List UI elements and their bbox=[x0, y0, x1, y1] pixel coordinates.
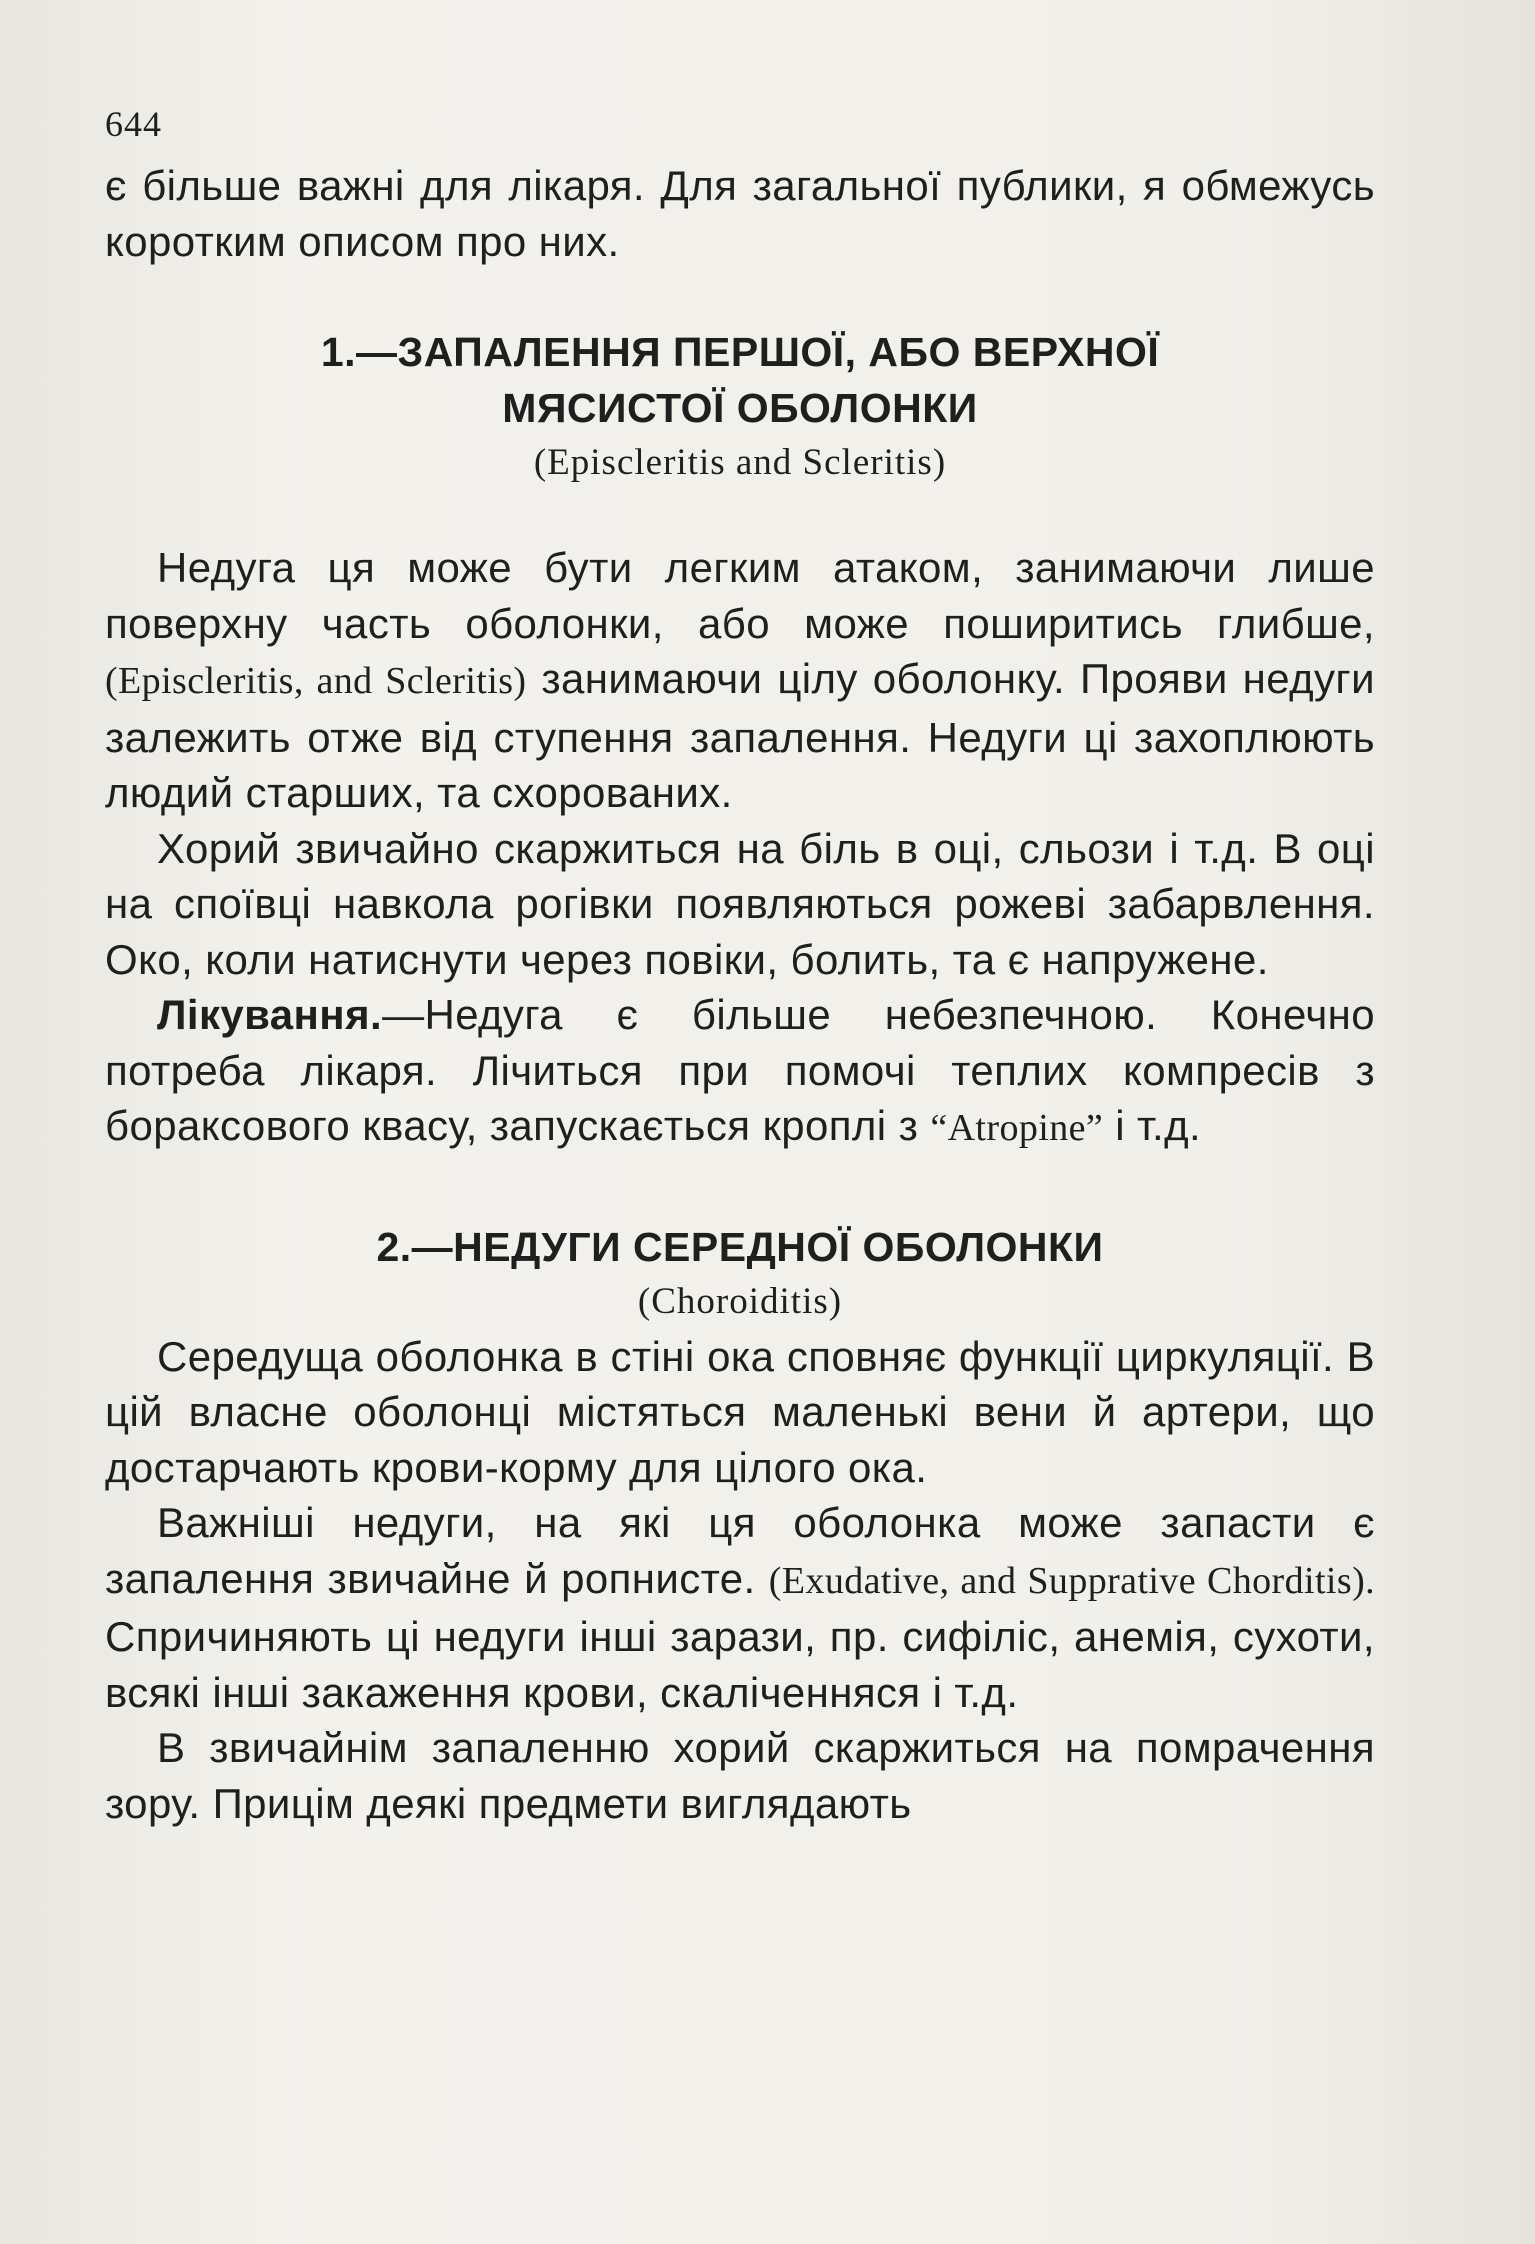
section2-subheading: (Choroiditis) bbox=[637, 1280, 843, 1322]
section1-p3-text-a: —Недуга є більше небезпечною. Конечно потреба лікаря. Лічиться при помочі теплих компресів з бораксового квасу, запускається кроплі з bbox=[105, 991, 1375, 1149]
spacer bbox=[105, 1157, 1375, 1219]
section2-p2-text-b: Спричиняють ці недуги інші зарази, пр. сифіліс, анемія, сухоти, всякі інші закаження крови, скаліченняся і т.д. bbox=[105, 1613, 1375, 1716]
section2-paragraph-3: В звичайнім запаленню хорий скаржиться на помрачення зору. Прицім деякі предмети виглядають bbox=[105, 1724, 1375, 1827]
treatment-label: Лікування. bbox=[157, 991, 383, 1038]
section1-paragraph-1 bbox=[105, 540, 1375, 821]
spacer bbox=[105, 269, 1375, 324]
section1-subheading: (Episcleritis and Scleritis) bbox=[533, 442, 947, 483]
section1-heading-line2: МЯСИСТОЇ ОБОЛОНКИ bbox=[502, 385, 978, 431]
section1-paragraph-3 bbox=[105, 987, 1375, 1157]
page-number: 644 bbox=[105, 104, 162, 144]
section1-paragraph-2: Хорий звичайно скаржиться на біль в оці, сльози і т.д. В оці на споївці навкола рогівки появляються рожеві забарвлення. Око, коли натиснути через повіки, болить, та є напружене. bbox=[105, 824, 1375, 983]
section2-p2-text-a: Важніші недуги, на які ця оболонка може запасти є запалення звичайне й ропнисте. bbox=[105, 1499, 1375, 1602]
section2-paragraph-2 bbox=[105, 1495, 1375, 1720]
section1-p3-latin: “Atropine” bbox=[930, 1107, 1104, 1149]
section1-p1-latin: (Episcleritis, and Scleritis) bbox=[105, 660, 527, 702]
section1-p1-text-b: занимаючи цілу оболонку. Прояви недуги залежить отже від ступення запалення. Недуги ці захоплюють людий старших, та схорованих. bbox=[105, 655, 1375, 816]
section2-heading: 2.—НЕДУГИ СЕРЕДНОЇ ОБОЛОНКИ bbox=[376, 1223, 1104, 1270]
section1-p1-text-a: Недуга ця може бути легким атаком, занимаючи лише поверхну часть оболонки, або може поширитись глибше, bbox=[105, 544, 1375, 647]
section2-p2-latin: (Exudative, and Supprative Chorditis). bbox=[768, 1559, 1376, 1602]
section1-p3-text-b: і т.д. bbox=[1115, 1102, 1202, 1149]
section-choroiditis bbox=[105, 1219, 1375, 1832]
section1-heading-line1: 1.—ЗАПАЛЕННЯ ПЕРШОЇ, АБО ВЕРХНОЇ bbox=[320, 329, 1160, 375]
intro-paragraph: є більше важні для лікаря. Для загальної публики, я обмежусь коротким описом про них. bbox=[105, 162, 1375, 265]
section2-paragraph-1: Середуща оболонка в стіні ока сповняє функції циркуляції. В цій власне оболонці містяться маленькі вени й артери, що достарчають крови-корму для цілого ока. bbox=[105, 1332, 1375, 1491]
section1-heading bbox=[105, 324, 1375, 436]
section-episcleritis bbox=[105, 324, 1375, 1157]
spacer bbox=[105, 490, 1375, 540]
